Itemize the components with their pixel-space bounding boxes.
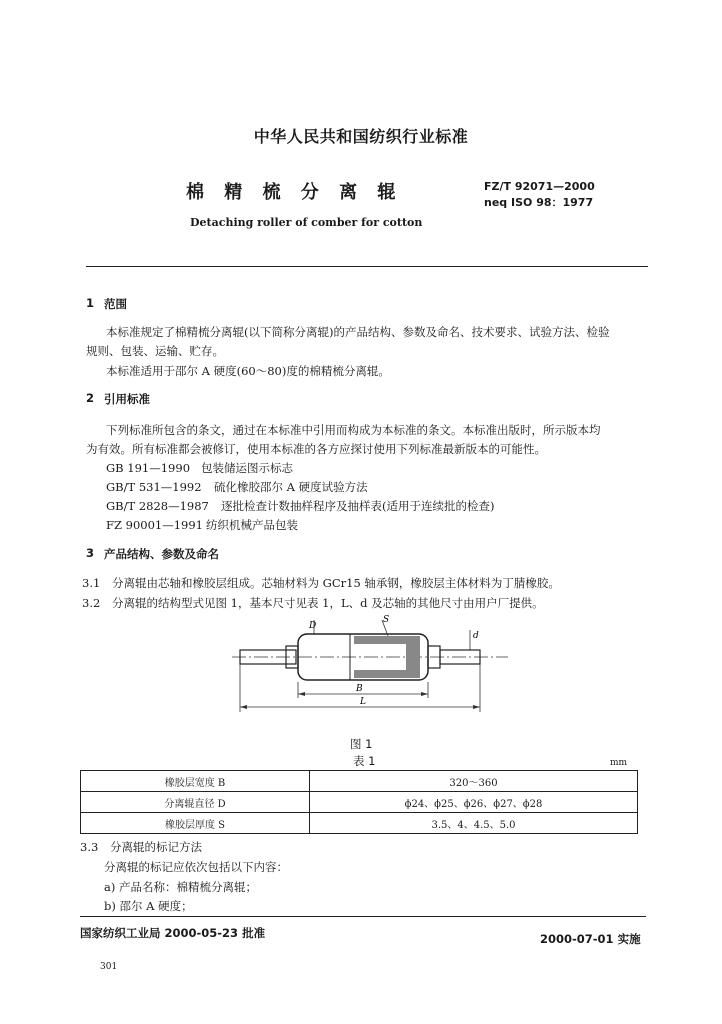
- clause-3-2-text: 分离辊的结构型式见图 1，基本尺寸见表 1，L、d 及芯轴的其他尺寸由用户厂提供。: [112, 596, 544, 610]
- clause-3-1-text: 分离辊由芯轴和橡胶层组成。芯轴材料为 GCr15 轴承钢，橡胶层主体材料为丁腈橡胶。: [112, 576, 560, 590]
- section-1-paragraph-1a: 本标准规定了棉精梳分离辊(以下简称分离辊)的产品结构、参数及命名、技术要求、试验方法、检验: [106, 325, 610, 339]
- section-2-title: 引用标准: [104, 392, 150, 406]
- figure-1-roller-drawing: [230, 610, 510, 720]
- table-cell-value: 320～360: [310, 771, 638, 792]
- table-row: [81, 813, 638, 834]
- clause-3-3-title: 分离辊的标记方法: [110, 840, 202, 854]
- section-2-paragraph-1b: 为有效。所有标准都会被修订，使用本标准的各方应探讨使用下列标准最新版本的可能性。: [86, 442, 546, 456]
- table-cell-name: 橡胶层厚度 S: [81, 813, 310, 834]
- marking-item-b: b) 邵尔 A 硬度；: [104, 899, 193, 913]
- section-2-paragraph-1a: 下列标准所包含的条文，通过在本标准中引用而构成为本标准的条文。本标准出版时，所示版本均: [106, 423, 601, 437]
- figure-label-d-shaft: d: [473, 631, 479, 641]
- table-cell-value: ϕ24、ϕ25、ϕ26、ϕ27、ϕ28: [310, 792, 638, 813]
- reference-name-3: 逐批检查计数抽样程序及抽样表(适用于连续批的检查): [221, 499, 495, 513]
- section-1-title: 范围: [104, 297, 127, 311]
- marking-item-a: a) 产品名称：棉精梳分离辊；: [104, 880, 257, 894]
- clause-3-2-number: 3.2: [82, 596, 101, 610]
- page-number: 301: [100, 962, 118, 972]
- clause-3-1-number: 3.1: [82, 576, 101, 590]
- table-row: [81, 771, 638, 792]
- clause-3-3-number: 3.3: [80, 840, 99, 854]
- reference-name-4: 纺织机械产品包装: [206, 518, 298, 532]
- english-title: Detaching roller of comber for cotton: [190, 216, 423, 229]
- reference-name-2: 硫化橡胶邵尔 A 硬度试验方法: [214, 480, 368, 494]
- reference-code-2: GB/T 531—1992: [106, 480, 202, 494]
- table-cell-value: 3.5、4、4.5、5.0: [310, 813, 638, 834]
- header-rule: [86, 266, 648, 267]
- table-row: [81, 792, 638, 813]
- section-1-paragraph-2: 本标准适用于邵尔 A 硬度(60～80)度的棉精梳分离辊。: [106, 364, 390, 378]
- table-caption: 表 1: [353, 754, 376, 768]
- approval-line: 国家纺织工业局 2000-05-23 批准: [80, 926, 266, 940]
- reference-code-3: GB/T 2828—1987: [106, 499, 209, 513]
- figure-label-b: B: [356, 684, 363, 694]
- clause-3-3-intro: 分离辊的标记应依次包括以下内容：: [104, 860, 288, 874]
- reference-name-1: 包装储运图示标志: [201, 461, 293, 475]
- reference-code-1: GB 191—1990: [106, 461, 191, 475]
- footer-rule: [80, 916, 646, 917]
- section-2-number: 2: [86, 391, 95, 405]
- equivalence-note: neq ISO 98：1977: [484, 196, 594, 209]
- standard-code: FZ/T 92071—2000: [484, 180, 595, 193]
- section-3-number: 3: [86, 546, 95, 560]
- figure-caption: 图 1: [350, 737, 373, 751]
- table-cell-name: 橡胶层宽度 B: [81, 771, 310, 792]
- issuing-body: 中华人民共和国纺织行业标准: [253, 127, 469, 146]
- section-1-number: 1: [86, 296, 95, 310]
- reference-code-4: FZ 90001—1991: [106, 518, 203, 532]
- figure-label-s: S: [383, 615, 390, 625]
- implementation-line: 2000-07-01 实施: [540, 932, 641, 946]
- table-cell-name: 分离辊直径 D: [81, 792, 310, 813]
- figure-label-l: L: [360, 697, 366, 707]
- table-unit: mm: [610, 758, 628, 768]
- standard-title: 棉 精 梳 分 离 辊: [186, 182, 396, 203]
- figure-label-d-outer: D: [309, 621, 317, 631]
- section-1-paragraph-1b: 规则、包装、运输、贮存。: [86, 344, 224, 358]
- section-3-title: 产品结构、参数及命名: [104, 547, 219, 561]
- dimension-table: [80, 770, 638, 834]
